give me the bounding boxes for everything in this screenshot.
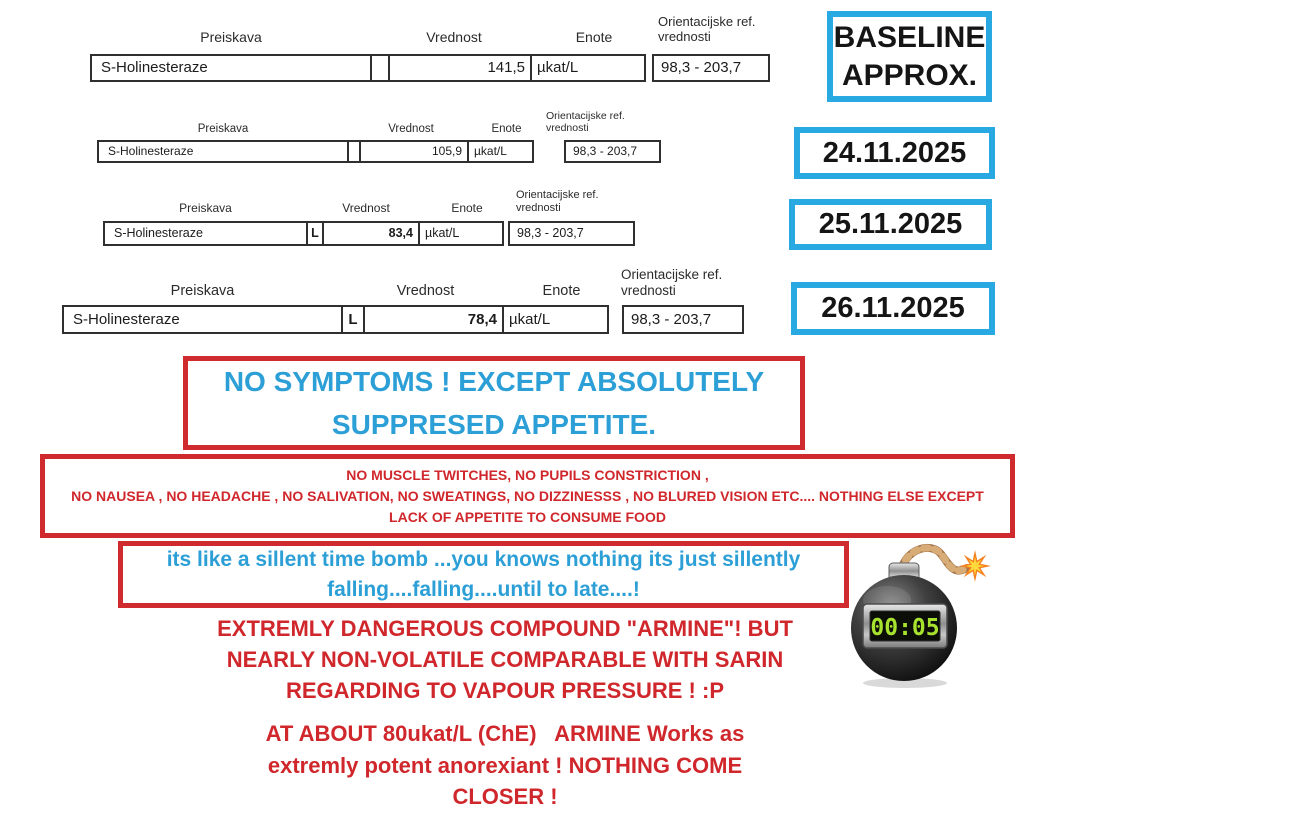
baseline-approx-box xyxy=(827,11,992,102)
reference-header-line2: vrednosti xyxy=(546,122,589,135)
unit-cell: µkat/L xyxy=(467,140,534,163)
column-header-reference xyxy=(510,189,647,215)
time-bomb-icon xyxy=(845,540,1005,690)
low-flag-cell: L xyxy=(341,305,365,334)
unit-cell: µkat/L xyxy=(530,54,646,82)
column-header-test: Preiskava xyxy=(200,28,262,45)
date-label: 24.11.2025 xyxy=(822,136,967,169)
unit-cell: µkat/L xyxy=(502,305,609,334)
danger-compound-text xyxy=(155,613,855,706)
table-header-row xyxy=(62,267,756,299)
date-box-2 xyxy=(789,199,992,250)
date-label: 26.11.2025 xyxy=(821,292,965,324)
test-name-cell: S-Holinesteraze xyxy=(103,221,308,246)
column-header-test: Preiskava xyxy=(170,282,235,299)
date-box-1 xyxy=(794,127,995,179)
no-symptoms-line2: SUPPRESED APPETITE. xyxy=(331,409,657,440)
danger-line2: NEARLY NON-VOLATILE COMPARABLE WITH SARIN xyxy=(226,647,784,672)
column-header-value: Vrednost xyxy=(426,28,482,45)
lab-result-table-day1 xyxy=(97,110,673,163)
table-header-row xyxy=(103,189,647,215)
column-header-unit: Enote xyxy=(542,282,581,299)
column-header-value: Vrednost xyxy=(388,122,434,135)
column-header-reference xyxy=(615,267,756,299)
reference-header-line2: vrednosti xyxy=(516,201,561,214)
time-bomb-note-box xyxy=(118,541,849,608)
date-label: 25.11.2025 xyxy=(818,208,963,240)
baseline-label-line2: APPROX. xyxy=(841,58,978,92)
danger-line3: REGARDING TO VAPOUR PRESSURE ! :P xyxy=(285,678,724,703)
value-cell: 83,4 xyxy=(322,221,420,246)
flag-cell xyxy=(370,54,390,82)
symptom-details-line1: NO MUSCLE TWITCHES, NO PUPILS CONSTRICTION , xyxy=(346,466,709,483)
danger-line1: EXTREMLY DANGEROUS COMPOUND "ARMINE"! BUT xyxy=(217,616,793,641)
column-header-unit: Enote xyxy=(491,122,522,135)
low-flag-cell: L xyxy=(306,221,324,246)
value-cell: 78,4 xyxy=(363,305,504,334)
column-header-unit: Enote xyxy=(451,200,483,215)
symptom-details-line3: LACK OF APPETITE TO CONSUME FOOD xyxy=(389,508,666,525)
symptom-details-line2: NO NAUSEA , NO HEADACHE , NO SALIVATION, NO SWEATINGS, NO DIZZINESSS , NO BLURED VISION ETC.... NOTHING ELSE EXCEPT xyxy=(71,487,984,504)
reference-range-cell: 98,3 - 203,7 xyxy=(508,221,635,246)
test-name-cell: S-Holinesteraze xyxy=(97,140,349,163)
reference-header-line2: vrednosti xyxy=(621,282,676,298)
test-name-cell: S-Holinesteraze xyxy=(62,305,343,334)
no-symptoms-line1: NO SYMPTOMS ! EXCEPT ABSOLUTELY xyxy=(223,366,765,397)
column-header-value: Vrednost xyxy=(396,282,455,299)
table-row xyxy=(90,54,782,82)
fuse-spark-core xyxy=(966,557,984,575)
table-header-row xyxy=(90,14,782,45)
column-header-test: Preiskava xyxy=(179,200,232,215)
bomb-timer-display xyxy=(863,604,947,648)
column-header-test: Preiskava xyxy=(197,122,249,135)
column-header-reference xyxy=(652,14,782,45)
table-header-row xyxy=(97,110,673,135)
lab-result-table-day3 xyxy=(62,267,756,334)
reference-header-line1: Orientacijske ref. xyxy=(658,14,756,29)
column-header-unit: Enote xyxy=(575,28,613,45)
no-symptoms-box xyxy=(183,356,805,450)
value-cell: 105,9 xyxy=(359,140,469,163)
symptom-details-box xyxy=(40,454,1015,538)
reference-range-cell: 98,3 - 203,7 xyxy=(652,54,770,82)
table-row xyxy=(103,221,647,246)
cell-spacer xyxy=(609,305,622,334)
cell-spacer xyxy=(534,140,564,163)
time-bomb-line1: its like a sillent time bomb ...you knows nothing its just sillently xyxy=(166,547,801,571)
reference-header-line2: vrednosti xyxy=(658,29,711,45)
lab-result-table-baseline xyxy=(90,14,782,82)
anorexiant-line3: CLOSER ! xyxy=(452,784,558,809)
reference-header-line1: Orientacijske ref. xyxy=(516,189,599,201)
column-header-value: Vrednost xyxy=(342,200,390,215)
date-box-3 xyxy=(791,282,995,335)
table-row xyxy=(62,305,756,334)
anorexiant-line1: AT ABOUT 80ukat/L (ChE) ARMINE Works as xyxy=(265,721,745,746)
value-cell: 141,5 xyxy=(388,54,532,82)
anorexiant-text xyxy=(180,718,830,813)
time-bomb-line2: falling....falling....until to late....! xyxy=(327,577,640,601)
unit-cell: µkat/L xyxy=(418,221,504,246)
bomb-timer-value: 00:05 xyxy=(870,615,940,641)
reference-header-line1: Orientacijske ref. xyxy=(621,267,723,282)
test-name-cell: S-Holinesteraze xyxy=(90,54,372,82)
reference-range-cell: 98,3 - 203,7 xyxy=(622,305,744,334)
reference-range-cell: 98,3 - 203,7 xyxy=(564,140,661,163)
anorexiant-line2: extremly potent anorexiant ! NOTHING COME xyxy=(267,752,743,778)
table-row xyxy=(97,140,673,163)
reference-header-line1: Orientacijske ref. xyxy=(546,110,625,122)
baseline-label-line1: BASELINE xyxy=(833,20,986,54)
column-header-reference xyxy=(540,110,673,135)
lab-result-table-day2 xyxy=(103,189,647,246)
